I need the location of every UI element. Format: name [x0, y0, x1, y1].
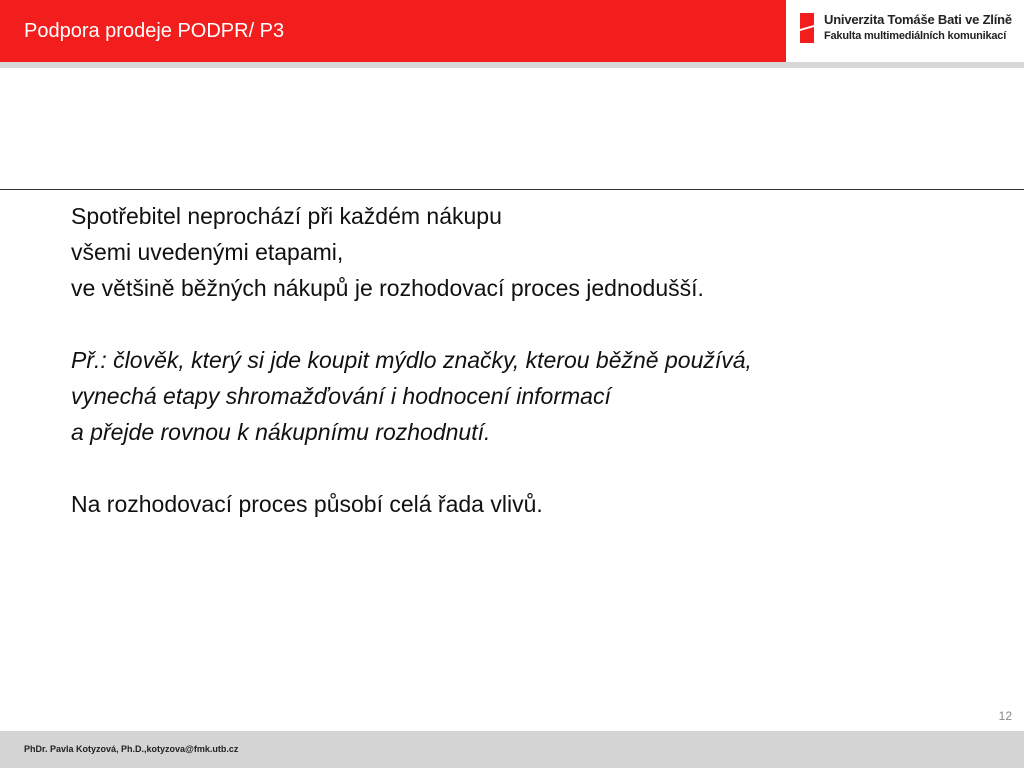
header-underline: [0, 62, 1024, 68]
conclusion-paragraph: [71, 486, 1011, 522]
example-paragraph: [71, 342, 1011, 450]
body-line: všemi uvedenými etapami,: [71, 239, 344, 265]
presentation-title: Podpora prodeje PODPR/ P3: [24, 20, 285, 42]
header-bar: [0, 0, 786, 62]
body-line: ve většině běžných nákupů je rozhodovací proces jednodušší.: [71, 275, 704, 301]
slide-body: [71, 198, 1011, 522]
paragraph-spacer: [71, 306, 1011, 342]
example-line: vynechá etapy shromažďování i hodnocení informací: [71, 383, 611, 409]
body-line: Spotřebitel neprochází při každém nákupu: [71, 203, 502, 229]
faculty-name: Fakulta multimediálních komunikací: [824, 30, 1007, 42]
utb-logo-mark-icon: [800, 11, 818, 45]
title-divider: [0, 189, 1024, 190]
university-name: Univerzita Tomáše Bati ve Zlíně: [824, 12, 1012, 27]
example-line: a přejde rovnou k nákupnímu rozhodnutí.: [71, 419, 491, 445]
footer-author: PhDr. Pavla Kotyzová, Ph.D.,kotyzova@fmk.utb.cz: [24, 744, 239, 754]
intro-paragraph: [71, 198, 1011, 306]
university-logo: [800, 11, 1016, 45]
example-line: Př.: člověk, který si jde koupit mýdlo značky, kterou běžně používá,: [71, 347, 752, 373]
conclusion-line: Na rozhodovací proces působí celá řada vlivů.: [71, 491, 543, 517]
page-number: 12: [998, 709, 1012, 723]
footer-bar: [0, 731, 1024, 768]
paragraph-spacer: [71, 450, 1011, 486]
